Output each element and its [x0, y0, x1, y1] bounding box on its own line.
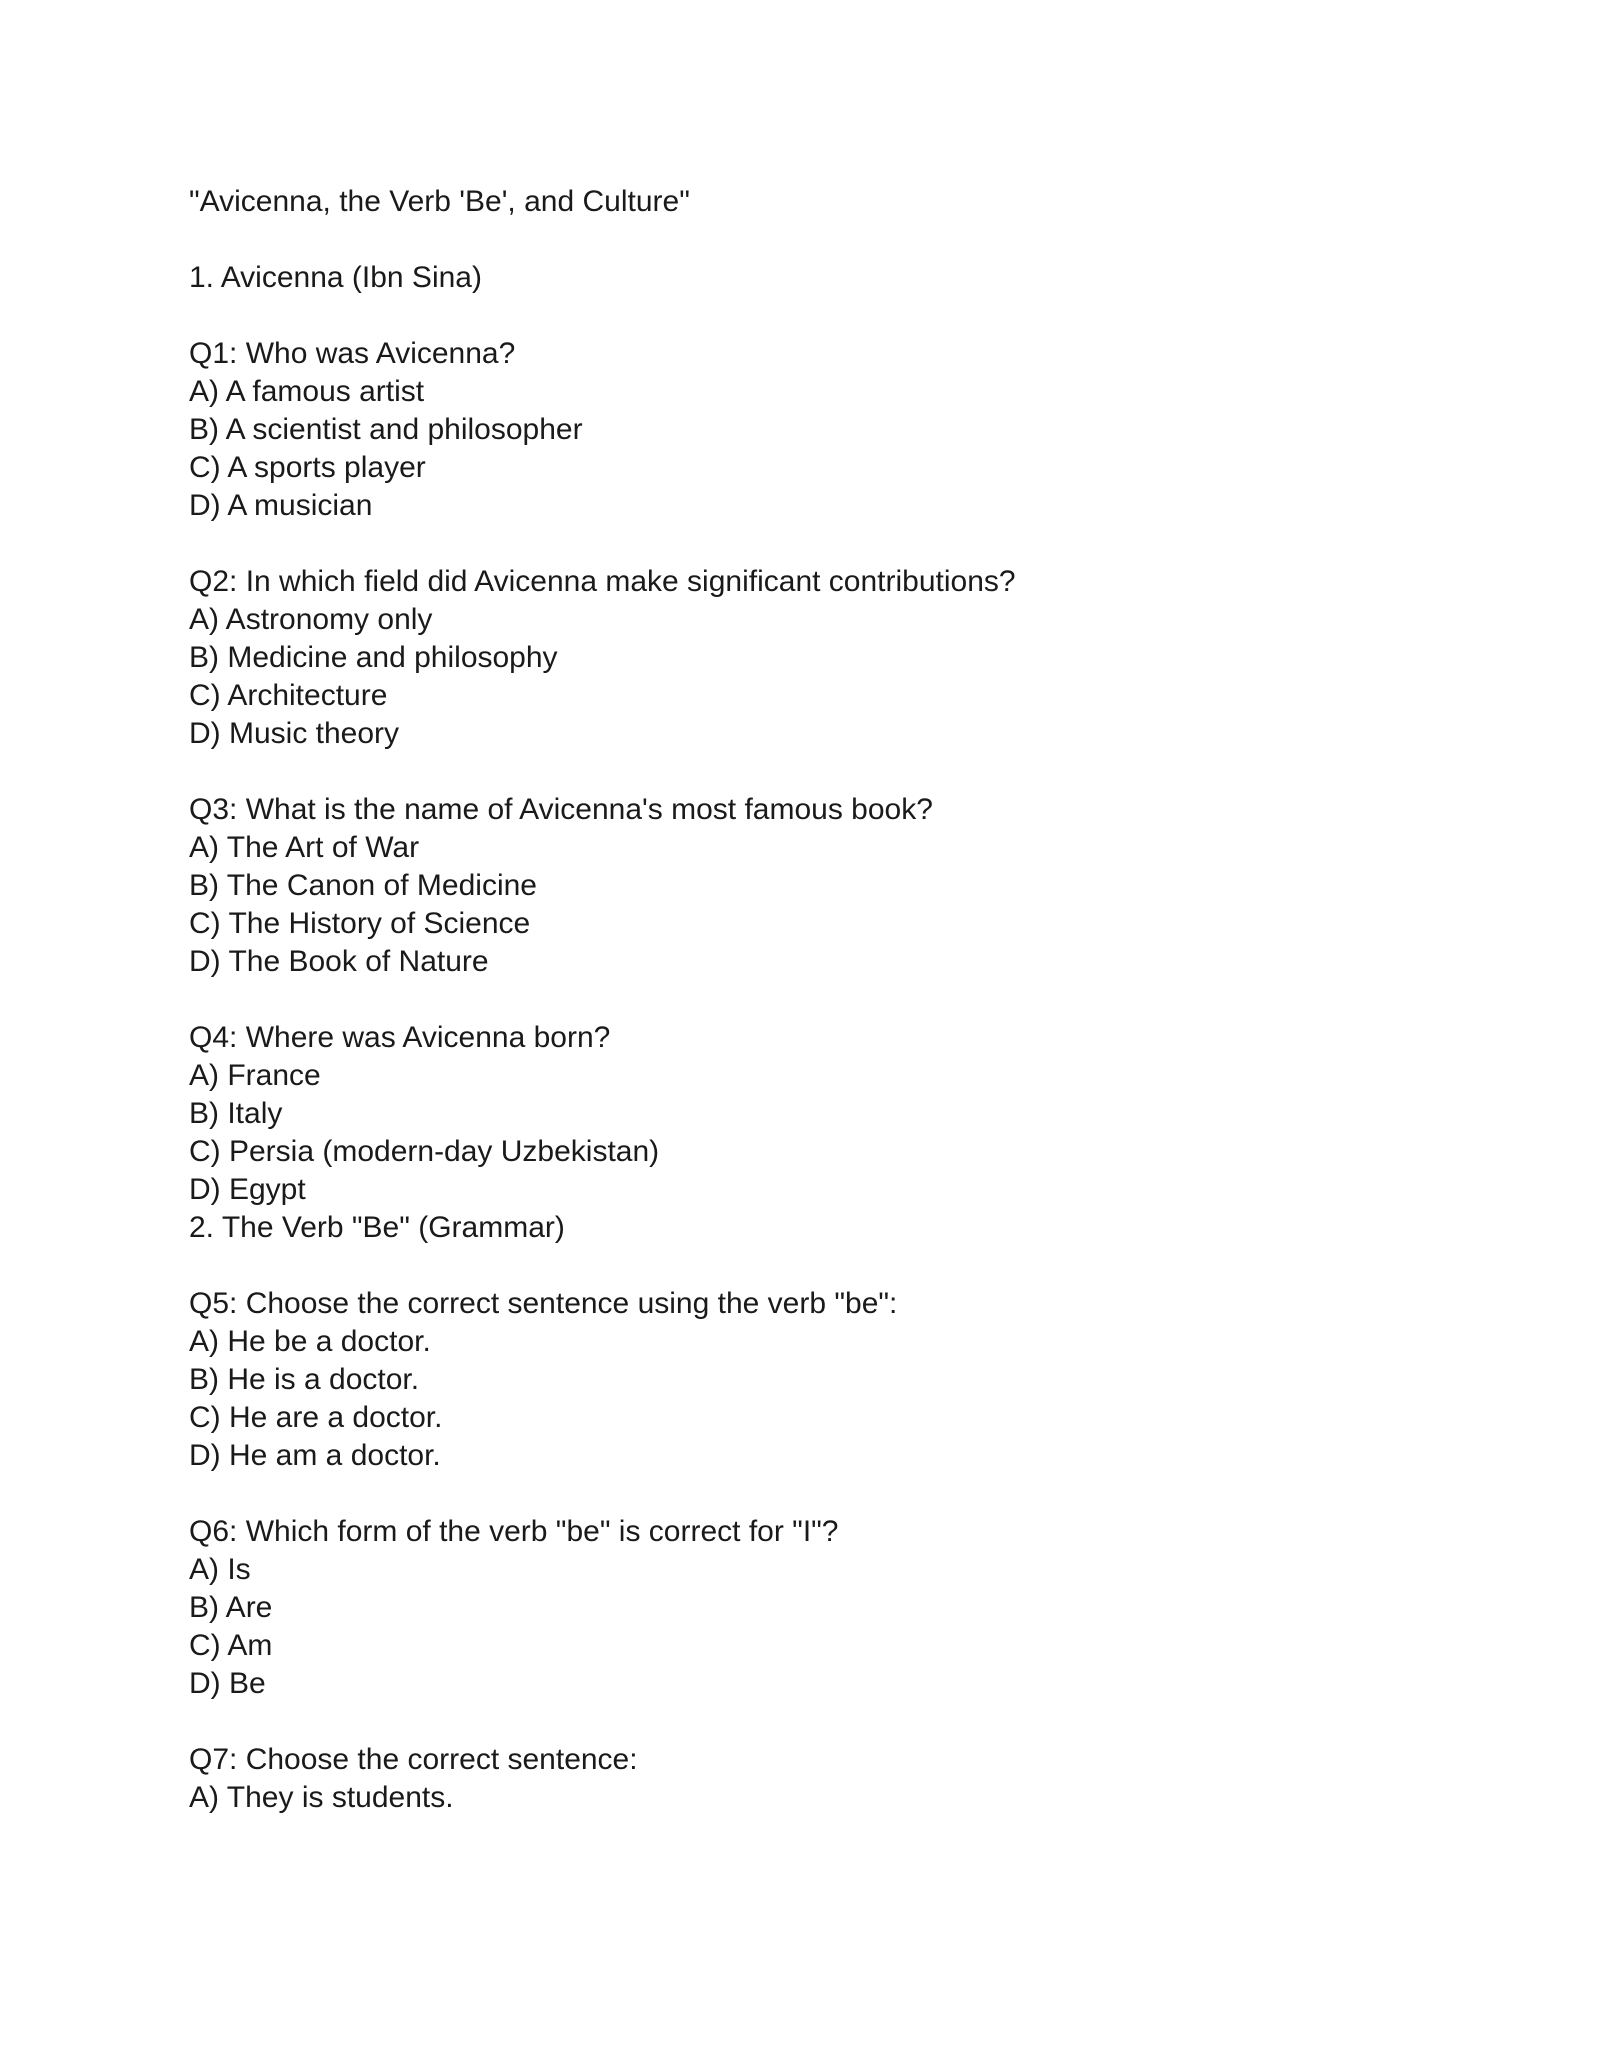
answer-option: B) A scientist and philosopher	[189, 413, 583, 446]
answer-option: C) The History of Science	[189, 907, 531, 940]
answer-option: A) France	[189, 1059, 321, 1092]
question-text: Q7: Choose the correct sentence:	[189, 1743, 638, 1776]
question-block-q3	[189, 791, 1409, 981]
question-block-q5	[189, 1285, 1409, 1475]
answer-option: C) Persia (modern-day Uzbekistan)	[189, 1135, 660, 1168]
document-content	[189, 183, 1409, 1817]
answer-option: A) A famous artist	[189, 375, 425, 408]
answer-option: B) Are	[189, 1591, 273, 1624]
question-text: Q5: Choose the correct sentence using the verb "be":	[189, 1287, 898, 1320]
document-title: "Avicenna, the Verb 'Be', and Culture"	[189, 185, 690, 218]
question-text: Q3: What is the name of Avicenna's most famous book?	[189, 793, 933, 826]
answer-option: A) They is students.	[189, 1781, 454, 1814]
question-text: Q6: Which form of the verb "be" is correct for "I"?	[189, 1515, 839, 1548]
answer-option: B) He is a doctor.	[189, 1363, 420, 1396]
question-block-q4	[189, 1019, 1409, 1209]
answer-option: D) Be	[189, 1667, 266, 1700]
question-text: Q4: Where was Avicenna born?	[189, 1021, 611, 1054]
question-block-q7	[189, 1741, 1409, 1817]
answer-option: D) Music theory	[189, 717, 400, 750]
section-avicenna	[189, 259, 1409, 1209]
answer-option: D) A musician	[189, 489, 373, 522]
answer-option: D) Egypt	[189, 1173, 306, 1206]
answer-option: A) Is	[189, 1553, 251, 1586]
answer-option: D) He am a doctor.	[189, 1439, 441, 1472]
section-verb-be	[189, 1209, 1409, 1817]
answer-option: B) Italy	[189, 1097, 283, 1130]
question-text: Q1: Who was Avicenna?	[189, 337, 516, 370]
answer-option: C) Architecture	[189, 679, 388, 712]
answer-option: B) The Canon of Medicine	[189, 869, 537, 902]
question-block-q6	[189, 1513, 1409, 1703]
answer-option: D) The Book of Nature	[189, 945, 489, 978]
question-block-q1	[189, 335, 1409, 525]
answer-option: A) The Art of War	[189, 831, 420, 864]
answer-option: C) A sports player	[189, 451, 426, 484]
answer-option: A) Astronomy only	[189, 603, 433, 636]
answer-option: C) He are a doctor.	[189, 1401, 443, 1434]
question-text: Q2: In which field did Avicenna make significant contributions?	[189, 565, 1016, 598]
section-heading: 2. The Verb "Be" (Grammar)	[189, 1211, 565, 1244]
answer-option: A) He be a doctor.	[189, 1325, 431, 1358]
question-block-q2	[189, 563, 1409, 753]
section-heading: 1. Avicenna (Ibn Sina)	[189, 261, 482, 294]
answer-option: C) Am	[189, 1629, 273, 1662]
answer-option: B) Medicine and philosophy	[189, 641, 558, 674]
